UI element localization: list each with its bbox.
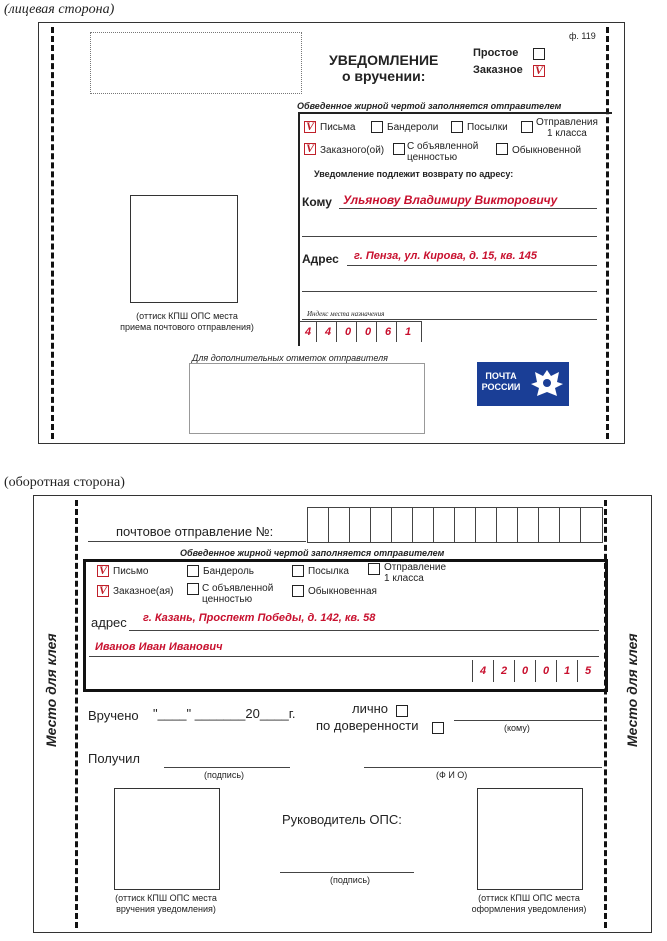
- option-simple-label: Простое: [473, 47, 519, 59]
- front-sender-note: Обведенное жирной чертой заполняется отправителем: [297, 101, 562, 111]
- type-first-class-label: Отправление 1 класса: [384, 562, 447, 584]
- address-line-2: [302, 291, 597, 292]
- back-stamp-left-box: [114, 788, 220, 890]
- kind-registered-checkbox[interactable]: [304, 143, 316, 155]
- item-number-cell[interactable]: [497, 508, 518, 542]
- item-number-cells: [307, 507, 603, 543]
- option-simple-checkbox[interactable]: [533, 48, 545, 60]
- type-parcel-small-checkbox[interactable]: [187, 565, 199, 577]
- front-index-digit: 1: [404, 326, 412, 338]
- item-number-cell[interactable]: [350, 508, 371, 542]
- type-first-class-label: Отправления 1 класса: [536, 117, 598, 139]
- type-first-class-checkbox[interactable]: [368, 563, 380, 575]
- russian-post-logo: [477, 362, 569, 406]
- type-parcel-small-label: Бандероль: [203, 566, 254, 577]
- personally-checkbox[interactable]: [396, 705, 408, 717]
- front-index-digit: 4: [320, 322, 337, 342]
- front-index-digit: 0: [360, 322, 377, 342]
- back-card: [33, 495, 652, 933]
- kind-declared-value-label: С объявленной ценностью: [202, 583, 274, 605]
- personally-label: лично: [352, 701, 389, 716]
- address-label: Адрес: [302, 252, 339, 266]
- back-address-line: [129, 630, 599, 631]
- kind-declared-value-checkbox[interactable]: [187, 583, 199, 595]
- notice-title: [329, 52, 438, 84]
- front-index-digit: 6: [380, 322, 397, 342]
- to-line-1: [339, 208, 597, 209]
- to-line-2: [302, 236, 597, 237]
- index-caption: Индекс места назначения: [307, 310, 385, 318]
- back-sender-note: Обведенное жирной чертой заполняется отправителем: [180, 548, 445, 558]
- item-number-line: [88, 541, 306, 542]
- extra-marks-box: [189, 363, 425, 434]
- back-index-digit: 1: [557, 660, 578, 682]
- logo-line2: РОССИИ: [481, 382, 521, 392]
- received-fio-caption: (Ф И О): [436, 770, 468, 780]
- item-number-cell[interactable]: [329, 508, 350, 542]
- received-label: Получил: [88, 751, 140, 766]
- item-number-cell[interactable]: [476, 508, 497, 542]
- type-parcels-checkbox[interactable]: [451, 121, 463, 133]
- back-address-value: г. Казань, Проспект Победы, д. 142, кв. 58: [143, 612, 376, 624]
- item-number-cell[interactable]: [539, 508, 560, 542]
- address-value: г. Пенза, ул. Кирова, д. 15, кв. 145: [354, 250, 538, 262]
- kind-declared-value-checkbox[interactable]: [393, 143, 405, 155]
- notice-title-line2: о вручении:: [341, 68, 426, 84]
- type-parcel-checkbox[interactable]: [292, 565, 304, 577]
- front-index-digit: 0: [340, 322, 357, 342]
- item-number-cell[interactable]: [560, 508, 581, 542]
- front-stamp-area-dotted: [90, 32, 302, 94]
- kind-registered-label: Заказного(ой): [320, 145, 385, 156]
- front-stamp-box: [130, 195, 238, 303]
- item-number-cell[interactable]: [413, 508, 434, 542]
- kind-declared-value-label: С объявленной ценностью: [407, 141, 479, 163]
- back-stamp-right-caption: (оттиск КПШ ОПС места оформления уведомления): [471, 893, 587, 914]
- received-signature-line: [164, 767, 290, 768]
- address-line-1: [347, 265, 597, 266]
- option-registered-checkbox[interactable]: [533, 65, 545, 77]
- received-signature-caption: (подпись): [204, 770, 245, 780]
- front-card: [38, 22, 625, 444]
- back-left-glue-line: [75, 500, 78, 928]
- item-number-cell[interactable]: [392, 508, 413, 542]
- item-number-label: почтовое отправление №:: [116, 524, 274, 539]
- type-letters-checkbox[interactable]: [304, 121, 316, 133]
- front-left-glue-line: [51, 27, 54, 439]
- whom-line: [454, 720, 602, 721]
- whom-caption: (кому): [504, 723, 530, 733]
- back-index-boxes: [472, 660, 599, 682]
- option-registered-label: Заказное: [473, 64, 523, 76]
- back-index-digit: 5: [584, 665, 592, 677]
- kind-ordinary-checkbox[interactable]: [292, 585, 304, 597]
- recipient-name-line: [89, 656, 599, 657]
- back-side-label: (оборотная сторона): [4, 475, 125, 490]
- glue-right-label: Место для клея: [624, 633, 640, 747]
- type-parcels-small-checkbox[interactable]: [371, 121, 383, 133]
- type-parcels-label: Посылки: [467, 122, 508, 133]
- type-letter-label: Письмо: [113, 566, 149, 577]
- back-index-digit: 0: [536, 660, 557, 682]
- kind-registered-label: Заказное(ая): [113, 586, 174, 597]
- eagle-icon: [525, 362, 569, 406]
- kind-ordinary-label: Обыкновенной: [512, 145, 582, 156]
- by-proxy-label: по доверенности: [316, 718, 419, 733]
- type-letters-label: Письма: [320, 122, 356, 133]
- received-fio-line: [364, 767, 602, 768]
- back-stamp-left-caption: (оттиск КПШ ОПС места вручения уведомления): [115, 893, 217, 914]
- item-number-cell[interactable]: [371, 508, 392, 542]
- office-head-signature-line: [280, 872, 414, 873]
- logo-text-block: [477, 362, 525, 406]
- extra-marks-caption: Для дополнительных отметок отправителя: [192, 353, 388, 363]
- back-address-label: адрес: [91, 615, 127, 630]
- delivered-date-field[interactable]: "____" _______20____г.: [153, 706, 296, 721]
- item-number-cell[interactable]: [518, 508, 539, 542]
- office-head-label: Руководитель ОПС:: [282, 812, 402, 827]
- back-index-digit: 4: [473, 660, 494, 682]
- by-proxy-checkbox[interactable]: [432, 722, 444, 734]
- recipient-name-value: Иванов Иван Иванович: [95, 641, 223, 653]
- notice-title-line1: УВЕДОМЛЕНИЕ: [329, 52, 439, 68]
- back-index-digit: 2: [494, 660, 515, 682]
- glue-left-label: Место для клея: [43, 633, 59, 747]
- to-label: Кому: [302, 195, 332, 209]
- kind-registered-checkbox[interactable]: [97, 585, 109, 597]
- item-number-cell[interactable]: [434, 508, 455, 542]
- type-first-class-checkbox[interactable]: [521, 121, 533, 133]
- to-value: Ульянову Владимиру Викторовичу: [343, 193, 558, 207]
- back-index-digit: 0: [515, 660, 536, 682]
- delivered-label: Вручено: [88, 708, 139, 723]
- front-side-label: (лицевая сторона): [4, 2, 115, 17]
- index-caption-line: [302, 319, 597, 320]
- front-stamp-caption: (оттиск КПШ ОПС места приема почтового отправления): [120, 311, 254, 332]
- item-number-cell[interactable]: [308, 508, 329, 542]
- office-head-signature-caption: (подпись): [330, 875, 371, 885]
- form-number: ф. 119: [569, 31, 596, 41]
- logo-line1: ПОЧТА: [485, 371, 517, 381]
- back-stamp-right-box: [477, 788, 583, 890]
- item-number-cell[interactable]: [455, 508, 476, 542]
- return-note: Уведомление подлежит возврату по адресу:: [314, 169, 514, 179]
- type-parcels-small-label: Бандероли: [387, 122, 439, 133]
- type-parcel-label: Посылка: [308, 566, 349, 577]
- kind-ordinary-label: Обыкновенная: [308, 586, 377, 597]
- front-index-boxes: [300, 321, 422, 342]
- type-letter-checkbox[interactable]: [97, 565, 109, 577]
- front-index-digit: 4: [300, 322, 317, 342]
- kind-ordinary-checkbox[interactable]: [496, 143, 508, 155]
